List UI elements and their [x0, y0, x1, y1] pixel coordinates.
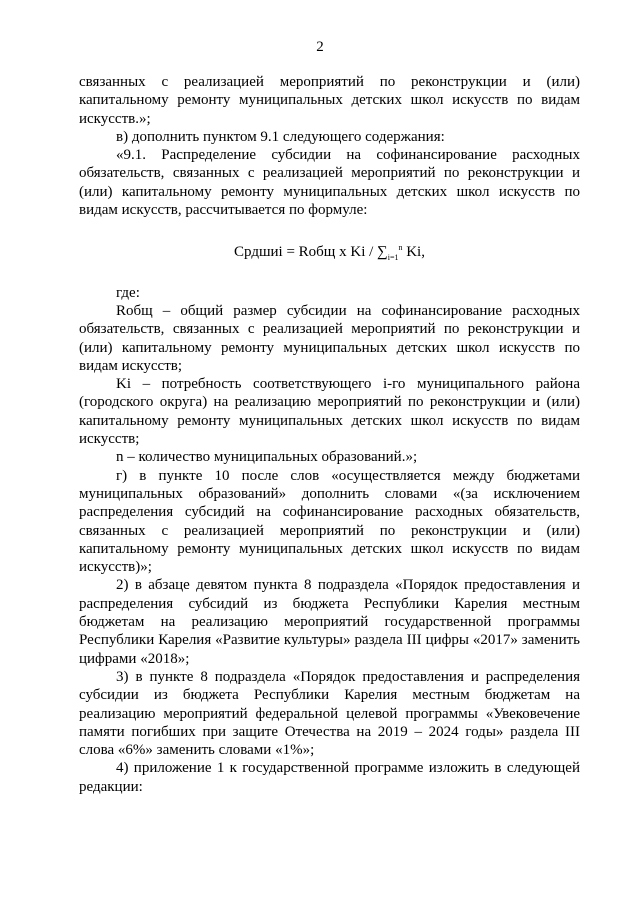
formula-rhs: Ki,: [402, 244, 425, 261]
formula-lhs: Срдшиi = Rобщ x Ki / ∑: [234, 244, 388, 261]
paragraph-item-g: г) в пункте 10 после слов «осуществляется между бюджетами муниципальных образований» дополнить словами «(за исключением распределения субсидий на софинансирование расходных обязательств, связанных с реализацией мероприятий по реконструкции и (или) капитальному ремонту муниципальных детских школ искусств по видам искусств)»;: [79, 467, 580, 576]
paragraph-item-3: 3) в пункте 8 подраздела «Порядок предоставления и распределения субсидии из бюджета Республики Карелия местным бюджетам на реализацию мероприятий федеральной целевой программы «Увековечение памяти погибших при защите Отечества на 2019 – 2024 годы» раздела III слова «6%» заменить словами «1%»;: [79, 668, 580, 759]
paragraph-item-4: 4) приложение 1 к государственной программе изложить в следующей редакции:: [79, 760, 580, 795]
document-body: [79, 73, 580, 796]
formula-sum-upper: n: [398, 243, 403, 253]
paragraph-n: n – количество муниципальных образований.»;: [116, 449, 418, 466]
formula-sum-lower: i=1: [387, 253, 399, 263]
paragraph-where: где:: [116, 284, 140, 301]
formula: [79, 243, 580, 261]
paragraph-r-total: Rобщ – общий размер субсидии на софинансирование расходных обязательств, связанных с реализацией мероприятий по реконструкции и (или) капитальному ремонту муниципальных детских школ искусств по видам искусств;: [79, 302, 580, 374]
paragraph-item-2: 2) в абзаце девятом пункта 8 подраздела «Порядок предоставления и распределения субсидий из бюджета Республики Карелия местным бюджетам на реализацию мероприятий государственной программы Республики Карелия «Развитие культуры» раздела III цифры «2017» заменить цифрами «2018»;: [79, 577, 580, 667]
page-number: 2: [316, 39, 324, 55]
paragraph-item-v: в) дополнить пунктом 9.1 следующего содержания:: [116, 128, 445, 145]
paragraph-9-1: «9.1. Распределение субсидии на софинансирование расходных обязательств, связанных с реализацией мероприятий по реконструкции и (или) капитальному ремонту муниципальных детских школ искусств по видам искусств, рассчитывается по формуле:: [79, 147, 580, 219]
paragraph-ki: Ki – потребность соответствующего i-го муниципального района (городского округа) на реализацию мероприятий по реконструкции и (или) капитальному ремонту муниципальных детских школ искусств по видам искусств;: [79, 376, 580, 448]
paragraph-continuation: связанных с реализацией мероприятий по реконструкции и (или) капитальному ремонту муниципальных детских школ искусств по видам искусств.»;: [79, 74, 580, 127]
